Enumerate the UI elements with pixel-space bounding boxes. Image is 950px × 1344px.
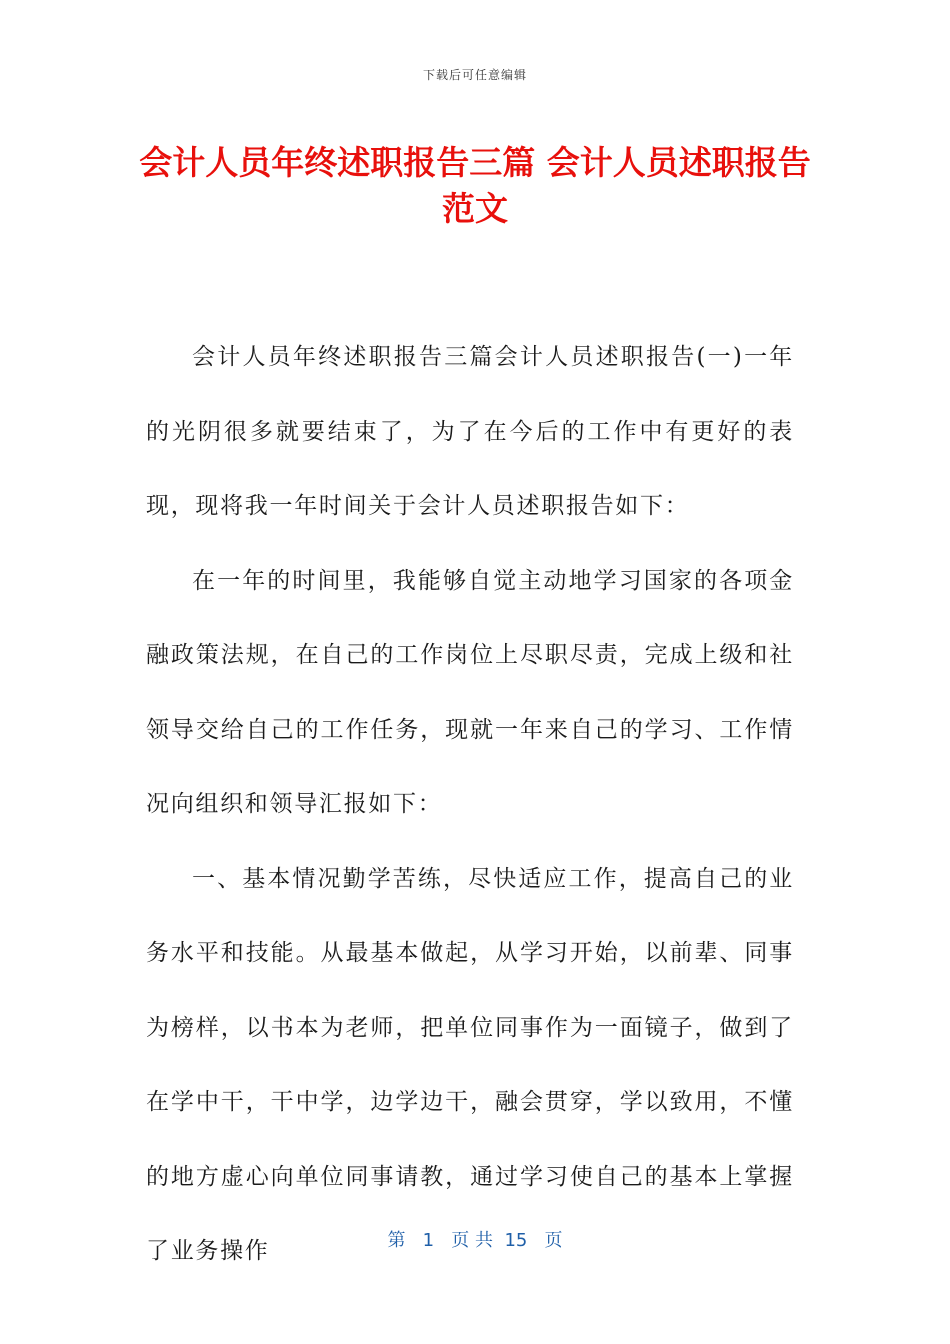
paragraph: 一、基本情况勤学苦练，尽快适应工作，提高自己的业务水平和技能。从最基本做起，从学习开始，以前辈、同事为榜样，以书本为老师，把单位同事作为一面镜子，做到了在学中干，干中学，边学边干，融会贯穿，学以致用，不懂的地方虚心向单位同事请教，通过学习使自己的基本上掌握了业务操作 [146, 865, 794, 1264]
footer-prefix: 第 [387, 1230, 406, 1251]
paragraph: 在一年的时间里，我能够自觉主动地学习国家的各项金融政策法规，在自己的工作岗位上尽职尽责，完成上级和社领导交给自己的工作任务，现就一年来自己的学习、工作情况向组织和领导汇报如下： [146, 567, 794, 817]
footer-suffix: 页 [544, 1230, 563, 1251]
footer-total-pages: 15 [504, 1230, 528, 1251]
footer-current-page: 1 [422, 1230, 435, 1251]
document-body [146, 320, 794, 1289]
paragraph: 会计人员年终述职报告三篇会计人员述职报告(一)一年的光阴很多就要结束了，为了在今后的工作中有更好的表现，现将我一年时间关于会计人员述职报告如下： [146, 344, 794, 519]
page-header-note: 下载后可任意编辑 [422, 68, 527, 82]
document-title: 会计人员年终述职报告三篇 会计人员述职报告范文 [139, 143, 811, 228]
page-footer [0, 1226, 950, 1252]
footer-middle: 页 共 [451, 1230, 493, 1251]
